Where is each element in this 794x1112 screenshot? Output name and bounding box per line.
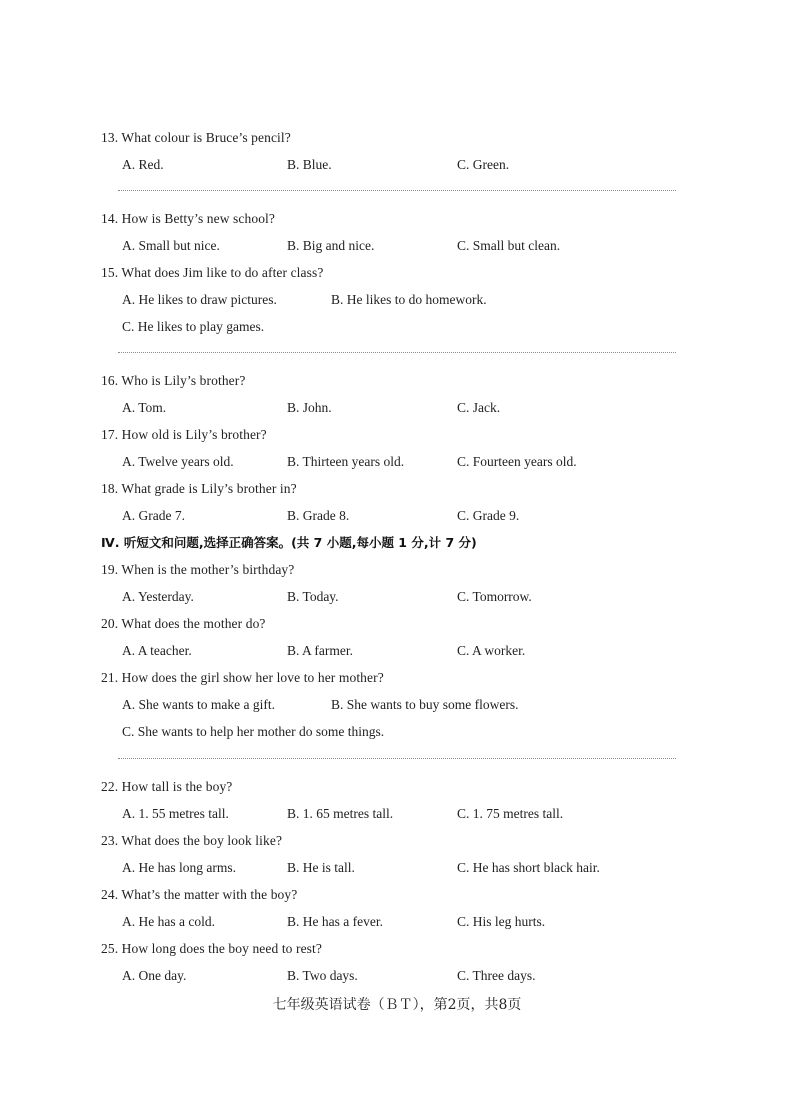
question-14-option-b: B. Big and nice.: [287, 238, 375, 253]
question-18-option-b: B. Grade 8.: [287, 508, 350, 523]
question-17-option-a: A. Twelve years old.: [122, 454, 234, 469]
question-23-option-b: B. He is tall.: [287, 860, 355, 875]
question-17-option-b: B. Thirteen years old.: [287, 454, 405, 469]
question-22-stem: 22. How tall is the boy?: [101, 779, 233, 794]
question-15-option-a: A. He likes to draw pictures.: [122, 292, 277, 307]
question-17-stem: 17. How old is Lily’s brother?: [101, 427, 267, 442]
dotted-divider: [118, 758, 676, 759]
question-20-option-b: B. A farmer.: [287, 643, 353, 658]
question-25-option-c: C. Three days.: [457, 968, 536, 983]
question-19-option-c: C. Tomorrow.: [457, 589, 532, 604]
question-13-option-c: C. Green.: [457, 157, 510, 172]
question-21-stem: 21. How does the girl show her love to her mother?: [101, 670, 384, 685]
question-15-stem: 15. What does Jim like to do after class?: [101, 265, 324, 280]
question-25-option-b: B. Two days.: [287, 968, 358, 983]
question-16-stem: 16. Who is Lily’s brother?: [101, 373, 246, 388]
section-4-title: Ⅳ. 听短文和问题,选择正确答案。(共 7 小题,每小题 1 分,计 7 分): [101, 535, 477, 550]
question-13-option-a: A. Red.: [122, 157, 164, 172]
question-15-option-c: C. He likes to play games.: [122, 319, 265, 334]
question-18-stem: 18. What grade is Lily’s brother in?: [101, 481, 297, 496]
question-14-stem: 14. How is Betty’s new school?: [101, 211, 275, 226]
question-16-option-b: B. John.: [287, 400, 332, 415]
question-22-option-a: A. 1. 55 metres tall.: [122, 806, 229, 821]
question-17-option-c: C. Fourteen years old.: [457, 454, 577, 469]
question-20-stem: 20. What does the mother do?: [101, 616, 266, 631]
question-25-option-a: A. One day.: [122, 968, 187, 983]
question-20-option-a: A. A teacher.: [122, 643, 192, 658]
question-22-option-c: C. 1. 75 metres tall.: [457, 806, 564, 821]
question-16-option-c: C. Jack.: [457, 400, 501, 415]
question-19-option-a: A. Yesterday.: [122, 589, 194, 604]
question-21-option-c: C. She wants to help her mother do some things.: [122, 724, 385, 739]
question-23-stem: 23. What does the boy look like?: [101, 833, 283, 848]
question-18-option-a: A. Grade 7.: [122, 508, 185, 523]
question-14-option-c: C. Small but clean.: [457, 238, 561, 253]
question-24-stem: 24. What’s the matter with the boy?: [101, 887, 298, 902]
dotted-divider: [118, 190, 676, 191]
question-22-option-b: B. 1. 65 metres tall.: [287, 806, 394, 821]
question-19-option-b: B. Today.: [287, 589, 339, 604]
question-24-option-c: C. His leg hurts.: [457, 914, 546, 929]
question-18-option-c: C. Grade 9.: [457, 508, 520, 523]
question-21-option-a: A. She wants to make a gift.: [122, 697, 275, 712]
question-23-option-c: C. He has short black hair.: [457, 860, 600, 875]
question-15-option-b: B. He likes to do homework.: [331, 292, 487, 307]
question-13-option-b: B. Blue.: [287, 157, 332, 172]
dotted-divider: [118, 352, 676, 353]
question-21-option-b: B. She wants to buy some flowers.: [331, 697, 519, 712]
question-20-option-c: C. A worker.: [457, 643, 526, 658]
question-24-option-a: A. He has a cold.: [122, 914, 215, 929]
question-23-option-a: A. He has long arms.: [122, 860, 236, 875]
question-25-stem: 25. How long does the boy need to rest?: [101, 941, 322, 956]
question-24-option-b: B. He has a fever.: [287, 914, 383, 929]
question-13-stem: 13. What colour is Bruce’s pencil?: [101, 130, 291, 145]
question-14-option-a: A. Small but nice.: [122, 238, 220, 253]
question-19-stem: 19. When is the mother’s birthday?: [101, 562, 295, 577]
page-footer: 七年级英语试卷（ＢＴ），第2页，共8页: [272, 997, 522, 1013]
question-16-option-a: A. Tom.: [122, 400, 167, 415]
